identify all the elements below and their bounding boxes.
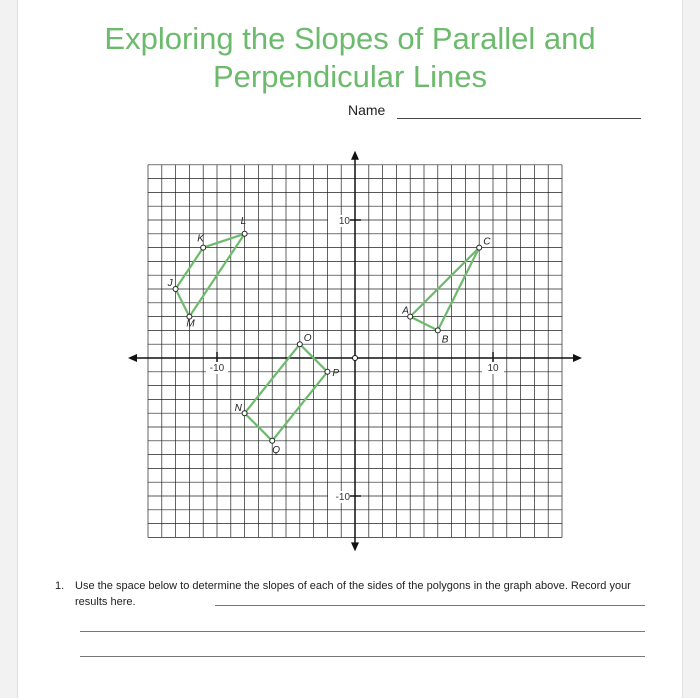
point-label-Q: Q [272,444,280,456]
answer-line-3[interactable] [80,656,645,657]
x-axis-arrow-left [128,354,137,362]
tick-label-y-pos: 10 [338,216,350,227]
point-label-C: C [483,236,491,248]
y-axis-arrow-up [351,151,359,160]
point-label-M: M [186,318,195,330]
point-L [242,231,247,236]
question-text: Use the space below to determine the slopes of each of the sides of the polygons in the graph above. Record your results here. [75,580,631,608]
x-axis-arrow-right [573,354,582,362]
question-number: 1. [55,580,65,592]
point-O [297,342,302,347]
name-label: Name [348,102,386,118]
title-line-2: Perpendicular Lines [212,59,487,94]
point-B [435,328,440,333]
point-J [173,287,178,292]
tick-label-y-neg: -10 [335,492,350,503]
answer-line-2[interactable] [80,631,645,632]
title-line-1: Exploring the Slopes of Parallel and [104,21,596,56]
point-P [325,369,330,374]
y-axis-arrow-down [351,542,359,551]
answer-line-1[interactable] [215,605,645,606]
point-label-K: K [197,233,204,245]
point-label-P: P [332,367,340,379]
point-label-A: A [402,305,409,317]
point-label-N: N [234,403,242,415]
tick-label-x-neg: -10 [209,363,225,374]
point-label-O: O [303,333,312,345]
point-C [477,245,482,250]
point-label-J: J [167,278,173,289]
tick-label-x-pos: 10 [487,363,499,374]
point-Q [270,438,275,443]
origin-point [353,356,358,361]
point-label-B: B [441,334,449,346]
point-N [242,411,247,416]
point-label-L: L [240,215,247,227]
point-K [201,245,206,250]
